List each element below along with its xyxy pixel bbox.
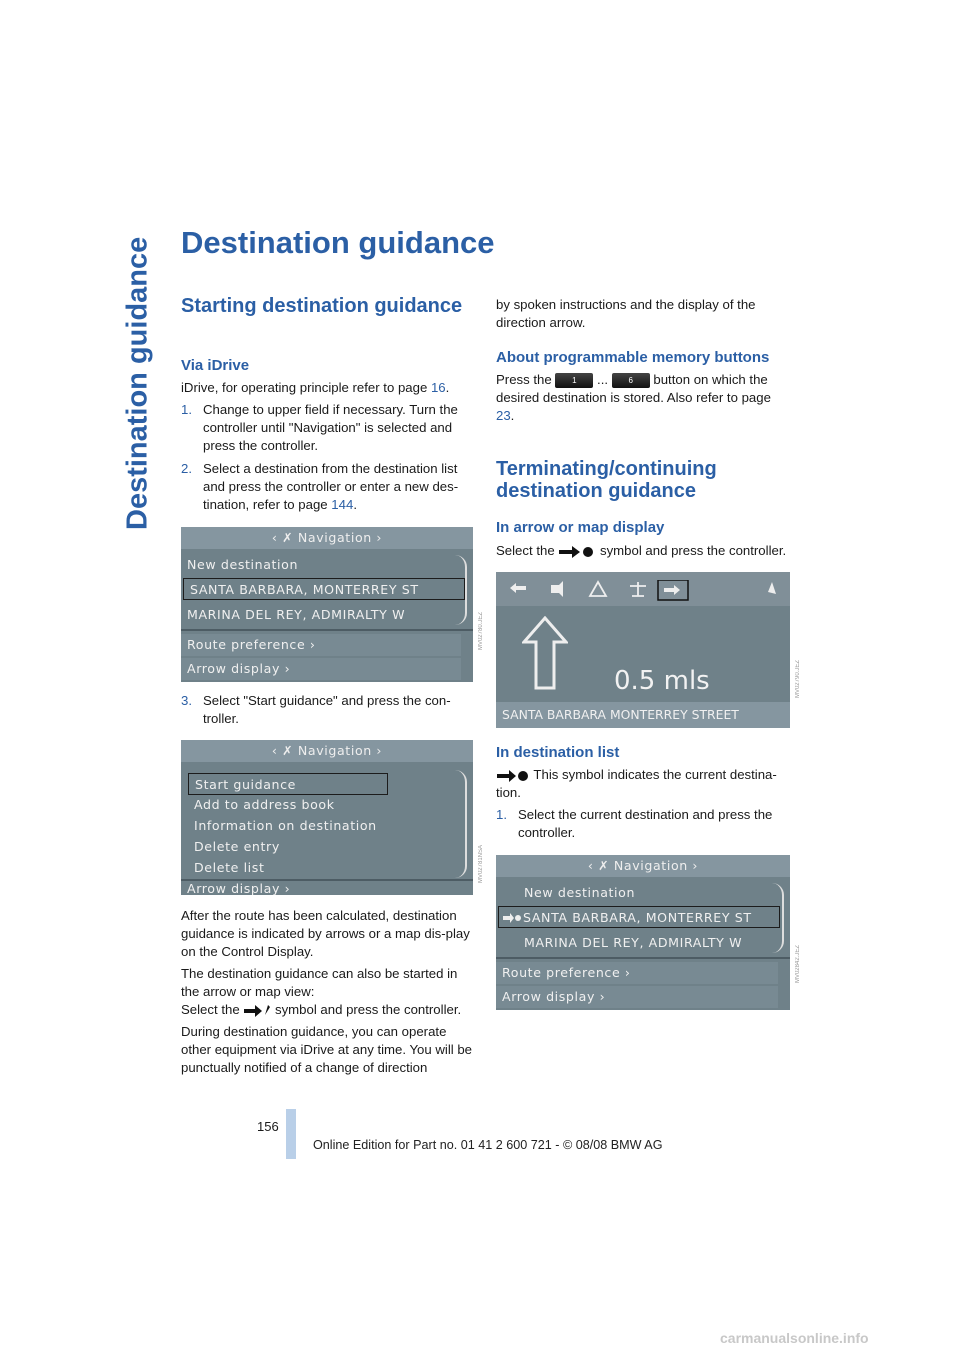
menu-item: Delete entry <box>194 839 280 854</box>
page-title: Destination guidance <box>181 225 495 260</box>
heading-destination-list: In destination list <box>496 744 620 761</box>
step-text: Change to upper field if necessary. Turn the controller until "Navigation" is selected and press the controller. <box>203 402 458 453</box>
section-heading-terminate <box>496 458 790 502</box>
divider <box>181 629 473 631</box>
menu-item: New destination <box>524 885 636 900</box>
menu-item: New destination <box>187 557 299 572</box>
scroll-indicator <box>453 770 467 878</box>
select-text-b: symbol and press the controller. <box>271 1002 462 1017</box>
menu-item: MARINA DEL REY, ADMIRALTY W <box>524 935 743 950</box>
paragraph-also <box>181 965 473 1019</box>
paragraph-during <box>181 1023 473 1077</box>
menu-item: Arrow display › <box>496 986 778 1008</box>
page-link-144[interactable]: 144 <box>331 497 354 512</box>
image-code: MV02790.JEZ <box>795 660 801 699</box>
image-code: MV02780.JEZ <box>478 612 484 651</box>
page-number: 156 <box>257 1119 279 1134</box>
paragraph-also-text: The destination guidance can also be started in the arrow or map view: <box>181 966 458 999</box>
paragraph-select <box>496 542 792 560</box>
watermark: carmanualsonline.info <box>720 1330 869 1346</box>
step-1-right <box>496 806 790 842</box>
current-destination-icon <box>558 546 596 558</box>
menu-item-selected: Start guidance <box>188 773 388 795</box>
screen-header: ‹ ✗ Navigation › <box>496 855 790 877</box>
guidance-arrow-icon <box>243 1004 271 1018</box>
toolbar-icons <box>506 580 786 602</box>
menu-item: Route preference › <box>181 634 461 656</box>
section-heading-start <box>181 295 471 317</box>
intro-paragraph: iDrive, for operating principle refer to page 16. <box>181 380 450 395</box>
memory-button-1-icon: 1 <box>555 373 593 388</box>
heading-memory-buttons: About programmable memory buttons <box>496 349 770 366</box>
paragraph-after-text: After the route has been calculated, destination guidance is indicated by arrows or a map dis-play on the Control Display. <box>181 908 470 959</box>
current-destination-icon <box>503 913 521 923</box>
step-text: Select the current destination and press the controller. <box>518 807 773 840</box>
select-text-a: Select the <box>496 543 559 558</box>
menu-item: Add to address book <box>194 797 335 812</box>
step-number: 2. <box>181 461 192 476</box>
menu-item: Delete list <box>194 860 265 875</box>
subheading-arrow <box>496 519 790 537</box>
page-link-23[interactable]: 23 <box>496 408 511 423</box>
step-number: 1. <box>496 807 507 822</box>
screen-destination-options <box>181 740 473 895</box>
footer-bar <box>286 1109 296 1159</box>
menu-item: Information on destination <box>194 818 377 833</box>
intro-text: iDrive, for operating principle refer to page <box>181 380 431 395</box>
step-3 <box>181 692 473 728</box>
select-text-a: Select the <box>181 1002 244 1017</box>
current-destination-icon <box>496 770 530 782</box>
select-text-b: symbol and press the controller. <box>596 543 787 558</box>
step-1 <box>181 401 473 457</box>
paragraph-during-text: During destination guidance, you can operate other equipment via iDrive at any time. You will be punctually notified of a change of direction <box>181 1024 473 1075</box>
step-text: Select "Start guidance" and press the con-troller. <box>203 693 451 726</box>
paragraph-after <box>181 907 473 961</box>
press-text-b: button on which the desired destination is stored. Also refer to page <box>496 372 771 405</box>
scroll-indicator <box>770 883 784 953</box>
subheading-idrive <box>181 357 471 375</box>
screen-header: ‹ ✗ Navigation › <box>181 527 473 549</box>
screen-header: ‹ ✗ Navigation › <box>181 740 473 762</box>
menu-item: Route preference › <box>496 962 778 984</box>
press-dots: ... <box>593 372 612 387</box>
subheading-memory <box>496 349 790 367</box>
scroll-indicator <box>453 555 467 625</box>
footer-text: Online Edition for Part no. 01 41 2 600 721 - © 08/08 BMW AG <box>313 1138 663 1152</box>
image-code: MV02842.JEZ <box>795 945 801 984</box>
step-number: 3. <box>181 693 192 708</box>
step-number: 1. <box>181 402 192 417</box>
menu-item-label: SANTA BARBARA, MONTERREY ST <box>523 910 752 925</box>
paragraph-memory: Press the 1 ... 6 button on which the desired destination is stored. Also refer to page 23. <box>496 372 771 423</box>
subheading-list <box>496 744 790 762</box>
menu-item-selected <box>498 906 780 928</box>
menu-item: Arrow display › <box>187 881 291 895</box>
street-name: SANTA BARBARA MONTERREY STREET <box>496 702 790 728</box>
paragraph-continued-text: by spoken instructions and the display of the direction arrow. <box>496 297 756 330</box>
menu-item: MARINA DEL REY, ADMIRALTY W <box>187 607 406 622</box>
image-code: MV02781NSA <box>478 845 484 884</box>
screen-destination-list <box>496 855 790 1010</box>
heading-terminating: Terminating/continuing destination guidance <box>496 458 717 502</box>
menu-item: Arrow display › <box>181 658 461 680</box>
paragraph-symbol <box>496 766 790 802</box>
screen-navigation-list <box>181 527 473 682</box>
screen-arrow-display <box>496 572 790 728</box>
side-chapter-label: Destination guidance <box>121 236 154 530</box>
direction-arrow-icon <box>522 616 568 691</box>
memory-button-6-icon: 6 <box>612 373 650 388</box>
press-text-a: Press the <box>496 372 556 387</box>
step-2: 2. Select a destination from the destination list and press the controller or enter a new des-tination, refer to page 144. <box>181 461 459 512</box>
menu-item-selected: SANTA BARBARA, MONTERREY ST <box>183 578 465 600</box>
step-text: Select a destination from the destination list and press the controller or enter a new des-tination, refer to page <box>203 461 459 512</box>
distance-readout: 0.5 mls <box>614 666 710 696</box>
heading-start-guidance: Starting destination guidance <box>181 295 463 317</box>
divider <box>496 957 790 959</box>
paragraph-continued <box>496 296 790 332</box>
symbol-text: This symbol indicates the current destina-tion. <box>496 767 777 800</box>
heading-via-idrive: Via iDrive <box>181 357 250 374</box>
heading-arrow-map: In arrow or map display <box>496 519 665 536</box>
side-chapter-tab <box>118 228 158 538</box>
page-link-16[interactable]: 16 <box>430 380 446 395</box>
